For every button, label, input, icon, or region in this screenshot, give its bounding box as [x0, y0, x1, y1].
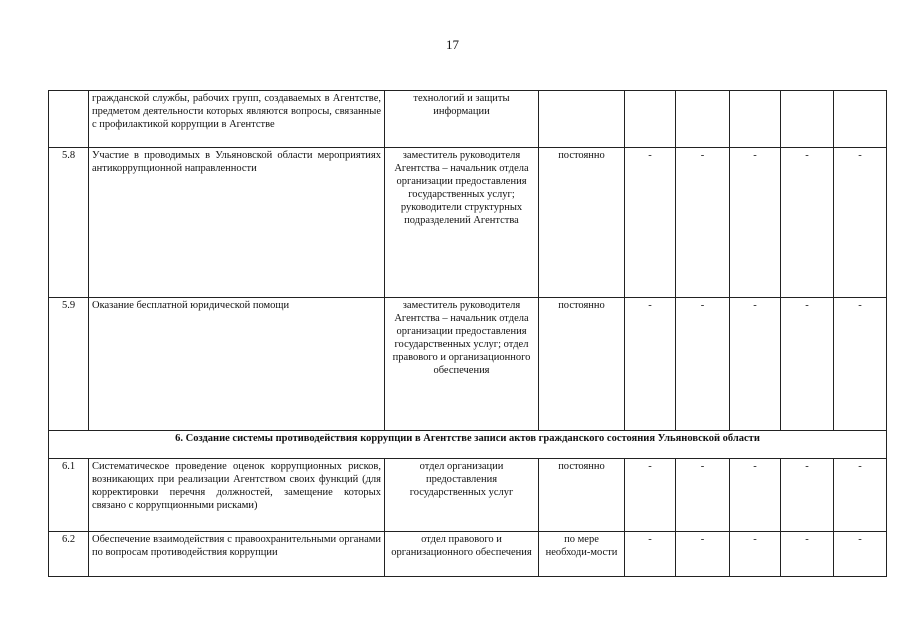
measure-description: Участие в проводимых в Ульяновской области мероприятиях антикоррупционной направленности	[89, 148, 385, 298]
measures-table	[48, 90, 887, 577]
execution-term: постоянно	[539, 298, 625, 431]
funding-cell: -	[834, 148, 887, 298]
measure-description: Систематическое проведение оценок коррупционных рисков, возникающих при реализации Агентством своих функций (для корректировки перечня должностей, замещение которых связано с коррупционными рисками)	[89, 459, 385, 532]
funding-cell: -	[676, 148, 730, 298]
table-row	[49, 148, 887, 298]
section-title: 6. Создание системы противодействия коррупции в Агентстве записи актов гражданского состояния Ульяновской области	[49, 431, 887, 459]
measure-description: гражданской службы, рабочих групп, создаваемых в Агентстве, предметом деятельности которых являются вопросы, связанные с профилактикой коррупции в Агентстве	[89, 91, 385, 148]
funding-cell: -	[676, 532, 730, 577]
funding-cell	[834, 91, 887, 148]
table-row	[49, 532, 887, 577]
funding-cell: -	[834, 298, 887, 431]
row-number	[49, 91, 89, 148]
funding-cell: -	[834, 459, 887, 532]
execution-term	[539, 91, 625, 148]
responsible-executor: отдел организации предоставления государственных услуг	[385, 459, 539, 532]
responsible-executor: технологий и защиты информации	[385, 91, 539, 148]
funding-cell: -	[781, 532, 834, 577]
funding-cell: -	[730, 298, 781, 431]
funding-cell: -	[730, 459, 781, 532]
funding-cell: -	[730, 532, 781, 577]
table-row	[49, 298, 887, 431]
execution-term: по мере необходи-мости	[539, 532, 625, 577]
funding-cell	[730, 91, 781, 148]
funding-cell: -	[781, 459, 834, 532]
row-number: 6.1	[49, 459, 89, 532]
funding-cell: -	[834, 532, 887, 577]
funding-cell: -	[781, 148, 834, 298]
table-row	[49, 91, 887, 148]
funding-cell: -	[676, 459, 730, 532]
execution-term: постоянно	[539, 148, 625, 298]
funding-cell	[781, 91, 834, 148]
funding-cell	[676, 91, 730, 148]
funding-cell: -	[730, 148, 781, 298]
section-header-row	[49, 431, 887, 459]
funding-cell: -	[625, 298, 676, 431]
page-number: 17	[446, 37, 459, 52]
funding-cell	[625, 91, 676, 148]
responsible-executor: отдел правового и организационного обеспечения	[385, 532, 539, 577]
measure-description: Оказание бесплатной юридической помощи	[89, 298, 385, 431]
responsible-executor: заместитель руководителя Агентства – начальник отдела организации предоставления государственных услуг; руководители структурных подразделений Агентства	[385, 148, 539, 298]
table-row	[49, 459, 887, 532]
execution-term: постоянно	[539, 459, 625, 532]
responsible-executor: заместитель руководителя Агентства – начальник отдела организации предоставления государственных услуг; отдел правового и организационного обеспечения	[385, 298, 539, 431]
funding-cell: -	[676, 298, 730, 431]
funding-cell: -	[625, 148, 676, 298]
row-number: 5.8	[49, 148, 89, 298]
measure-description: Обеспечение взаимодействия с правоохранительными органами по вопросам противодействия коррупции	[89, 532, 385, 577]
funding-cell: -	[781, 298, 834, 431]
funding-cell: -	[625, 532, 676, 577]
row-number: 5.9	[49, 298, 89, 431]
row-number: 6.2	[49, 532, 89, 577]
funding-cell: -	[625, 459, 676, 532]
